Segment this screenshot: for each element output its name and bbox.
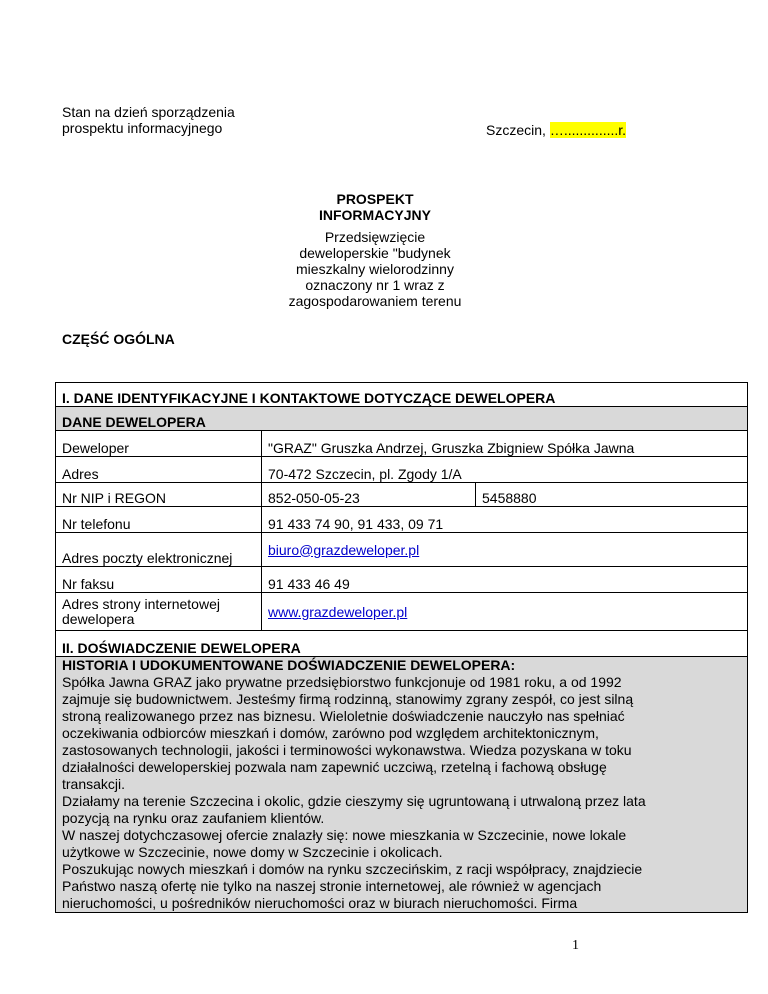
history-line: stroną realizowanego przez nas biznesu. Wieloletnie doświadczenie nauczyło nas spełniać: [62, 708, 625, 724]
developer-data-table: [55, 382, 748, 913]
part1-subheading: DANE DEWELOPERA: [56, 407, 748, 431]
email-label: Adres poczty elektronicznej: [56, 533, 262, 567]
history-line: oczekiwania odbiorców mieszkań i domów, zarówno pod względem architektonicznym,: [62, 725, 599, 741]
history-line: użytkowe w Szczecinie, nowe domy w Szczecinie i okolicach.: [62, 844, 443, 860]
document-title: [255, 191, 495, 223]
history-line: działalności deweloperskiej pozwala nam zapewnić uczciwą, rzetelną i fachową obsługę: [62, 759, 607, 775]
www-label-line1: Adres strony internetowej: [62, 595, 220, 612]
status-date-line2: prospektu informacyjnego: [62, 120, 223, 136]
history-line: Działamy na terenie Szczecina i okolic, gdzie cieszymy się ugruntowaną i utrwaloną przez lata: [62, 793, 646, 809]
part1-heading: I. DANE IDENTYFIKACYJNE I KONTAKTOWE DOTYCZĄCE DEWELOPERA: [56, 383, 748, 407]
developer-history: [56, 657, 748, 913]
history-line: Spółka Jawna GRAZ jako prywatne przedsiębiorstwo funkcjonuje od 1981 roku, a od 1992: [62, 674, 622, 690]
place-date: [486, 122, 626, 138]
title-line1: PROSPEKT: [336, 191, 414, 207]
history-line: pozycją na rynku oraz zaufaniem klientów.: [62, 810, 325, 826]
email-cell: [262, 533, 748, 567]
subtitle-line: deweloperskie "budynek: [299, 245, 451, 261]
title-line2: INFORMACYJNY: [318, 207, 431, 223]
history-line: nieruchomości, u pośredników nieruchomości oraz w biurach nieruchomości. Firma: [62, 895, 578, 911]
status-date-label: [62, 104, 235, 136]
history-line: Poszukując nowych mieszkań i domów na rynku szczecińskim, z racji współpracy, znajdziecie: [62, 861, 643, 877]
section-title: CZĘŚĆ OGÓLNA: [62, 331, 175, 347]
history-title: HISTORIA I UDOKUMENTOWANE DOŚWIADCZENIE DEWELOPERA:: [62, 657, 516, 673]
nip-value: 852-050-05-23: [262, 483, 476, 507]
address-value: 70-472 Szczecin, pl. Zgody 1/A: [262, 457, 748, 483]
place-label: Szczecin,: [486, 122, 550, 138]
history-line: W naszej dotychczasowej ofercie znalazły się: nowe mieszkania w Szczecinie, nowe lokale: [62, 827, 627, 843]
regon-value: 5458880: [476, 483, 748, 507]
date-placeholder: …..............r.: [549, 122, 627, 138]
fax-value: 91 433 46 49: [262, 567, 748, 593]
history-line: transakcji.: [62, 776, 126, 792]
address-label: Adres: [56, 457, 262, 483]
part2-heading: II. DOŚWIADCZENIE DEWELOPERA: [56, 631, 748, 657]
page-number: 1: [572, 938, 579, 953]
subtitle-line: zagospodarowaniem terenu: [288, 293, 462, 309]
www-label-line2: dewelopera: [62, 610, 135, 627]
developer-label: Deweloper: [56, 431, 262, 457]
email-link[interactable]: biuro@grazdeweloper.pl: [268, 541, 420, 558]
www-label: [56, 593, 262, 631]
subtitle-line: Przedsięwzięcie: [324, 229, 426, 245]
phone-value: 91 433 74 90, 91 433, 09 71: [262, 507, 748, 533]
status-date-line1: Stan na dzień sporządzenia: [62, 104, 235, 120]
document-subtitle: [255, 229, 495, 309]
nip-regon-label: Nr NIP i REGON: [56, 483, 262, 507]
history-line: Państwo naszą ofertę nie tylko na naszej stronie internetowej, ale również w agencjach: [62, 878, 602, 894]
www-cell: [262, 593, 748, 631]
developer-value: "GRAZ" Gruszka Andrzej, Gruszka Zbigniew Spółka Jawna: [262, 431, 748, 457]
history-line: zastosowanych technologii, jakości i terminowości wykonawstwa. Wiedza pozyskana w toku: [62, 742, 632, 758]
fax-label: Nr faksu: [56, 567, 262, 593]
history-line: zajmuje się budownictwem. Jesteśmy firmą rodzinną, stanowimy zgrany zespół, co jest silną: [62, 691, 634, 707]
phone-label: Nr telefonu: [56, 507, 262, 533]
subtitle-line: oznaczony nr 1 wraz z: [305, 277, 445, 293]
subtitle-line: mieszkalny wielorodzinny: [296, 261, 454, 277]
website-link[interactable]: www.grazdeweloper.pl: [268, 603, 408, 620]
